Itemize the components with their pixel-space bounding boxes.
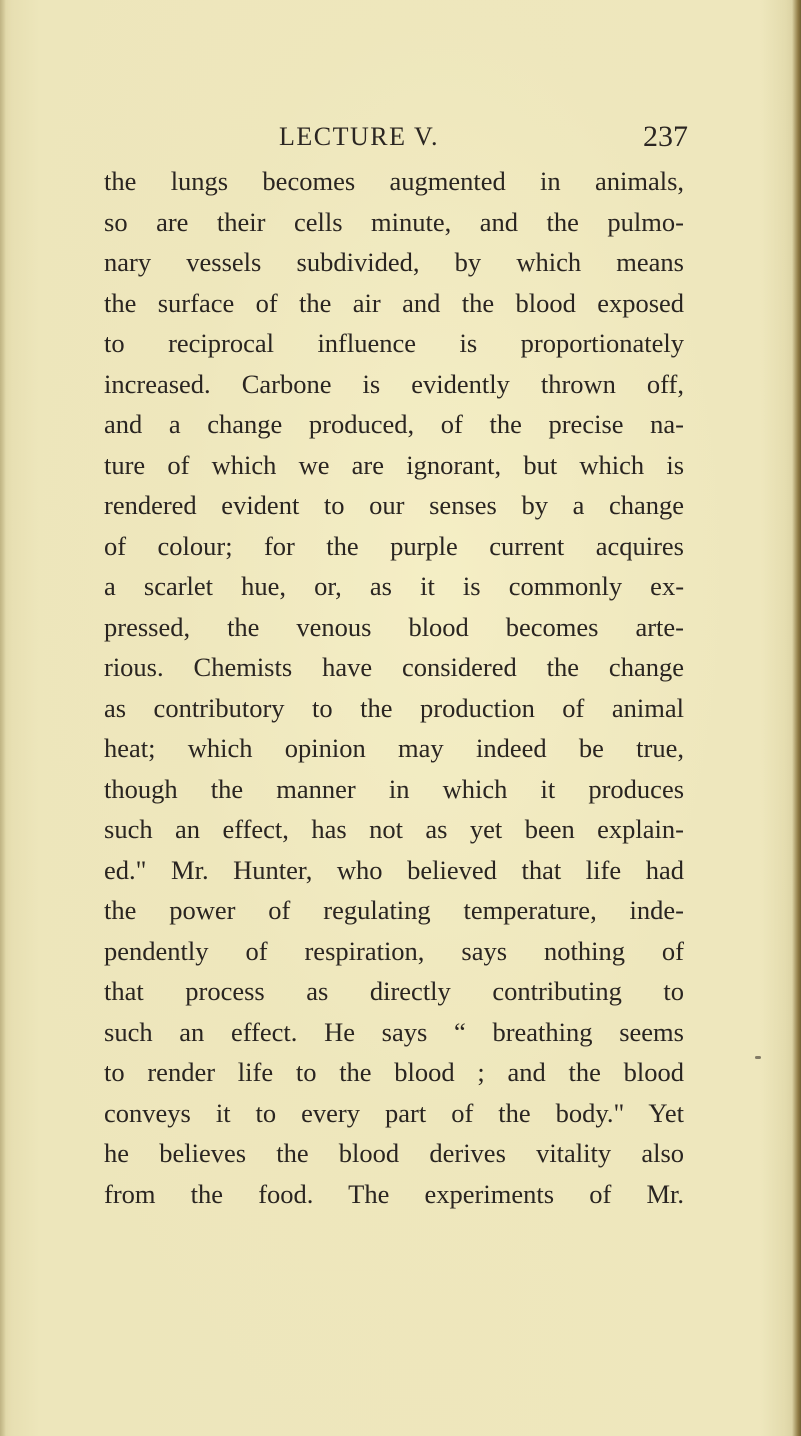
text-line: to reciprocal influence is proportionately <box>104 328 684 358</box>
text-line: such an effect. He says “ breathing seems <box>104 1016 684 1047</box>
text-line: of colour; for the purple current acquires <box>104 530 684 561</box>
text-line: pendently of respiration, says nothing of <box>104 935 684 966</box>
body-text <box>104 161 684 1214</box>
text-line: so are their cells minute, and the pulmo- <box>104 206 684 237</box>
text-line: to render life to the blood ; and the blood <box>104 1057 685 1087</box>
text-line: the power of regulating temperature, inde- <box>104 895 684 925</box>
running-head: LECTURE V. <box>279 122 439 151</box>
text-line: that process as directly contributing to <box>104 976 684 1006</box>
text-line: conveys it to every part of the body." Yet <box>104 1097 684 1128</box>
text-line: ture of which we are ignorant, but which is <box>104 449 685 480</box>
text-line: as contributory to the production of animal <box>104 692 684 723</box>
text-line: the surface of the air and the blood exposed <box>104 287 685 318</box>
page-gutter-shadow <box>0 0 6 1436</box>
text-line: ed." Mr. Hunter, who believed that life had <box>104 854 684 885</box>
text-line: from the food. The experiments of Mr. <box>104 1178 684 1209</box>
page-edge <box>792 0 801 1436</box>
page-number: 237 <box>643 120 688 153</box>
text-line: rendered evident to our senses by a change <box>104 490 685 520</box>
text-line: increased. Carbone is evidently thrown off, <box>104 368 684 399</box>
text-line: he believes the blood derives vitality also <box>104 1138 685 1168</box>
page-header <box>0 120 801 164</box>
text-line: though the manner in which it produces <box>104 773 685 804</box>
text-line: heat; which opinion may indeed be true, <box>104 733 684 763</box>
text-line: such an effect, has not as yet been explain- <box>104 814 684 844</box>
text-line: nary vessels subdivided, by which means <box>104 247 684 277</box>
text-line: the lungs becomes augmented in animals, <box>104 166 685 196</box>
ink-mark <box>755 1056 761 1059</box>
text-line: a scarlet hue, or, as it is commonly ex- <box>104 571 685 601</box>
text-line: rious. Chemists have considered the change <box>104 652 684 682</box>
text-line: and a change produced, of the precise na- <box>104 409 684 439</box>
text-line: pressed, the venous blood becomes arte- <box>104 611 684 642</box>
